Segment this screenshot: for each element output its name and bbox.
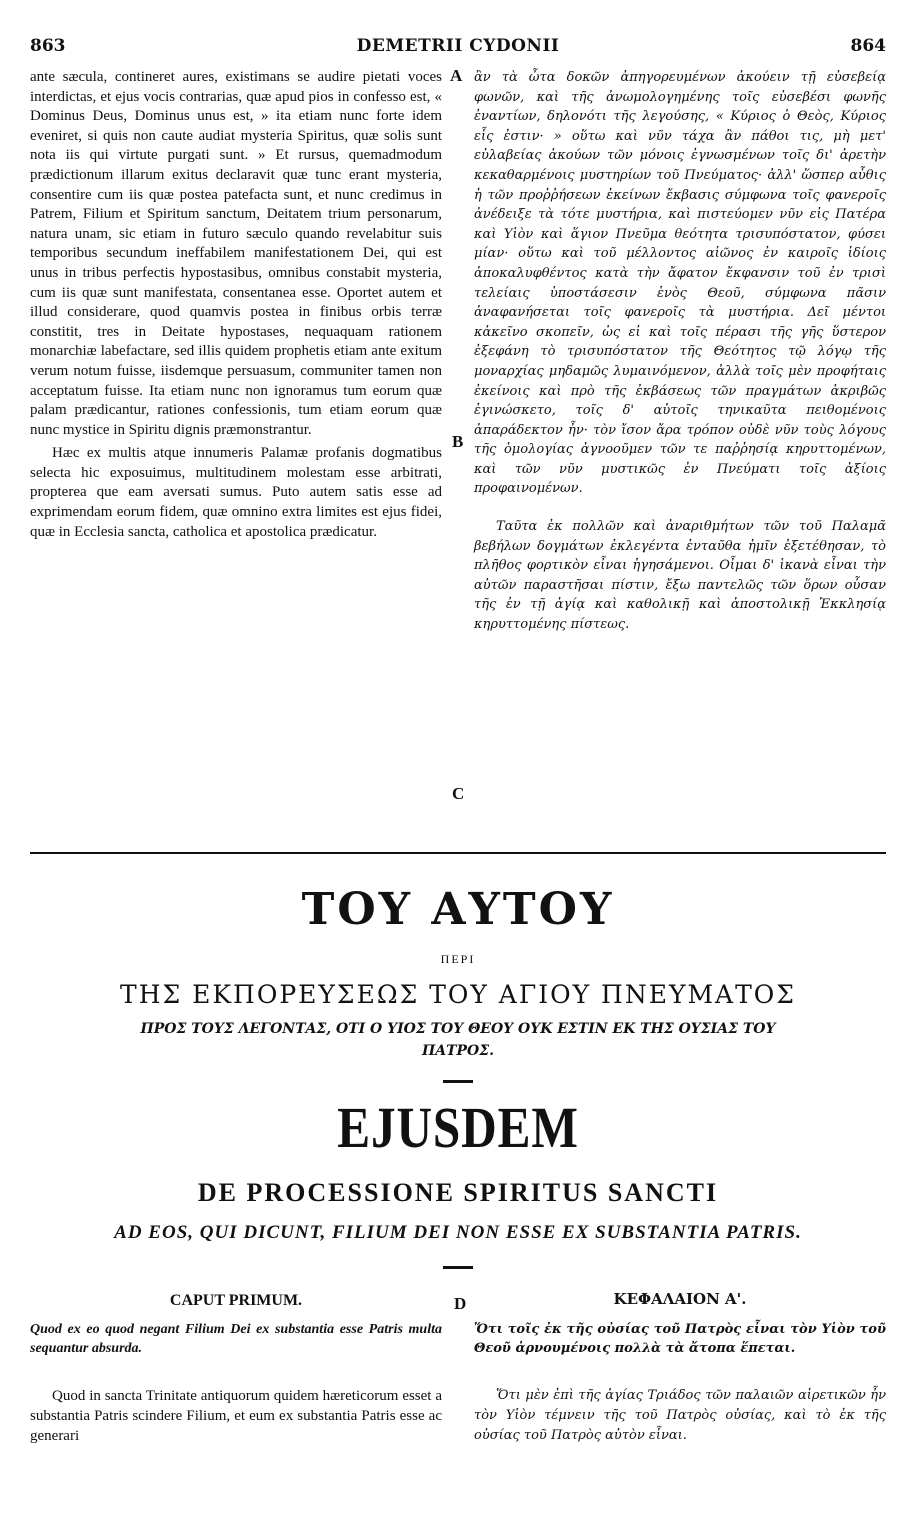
latin-column-bottom (30, 1386, 442, 1446)
page-number-right: 864 (850, 36, 886, 56)
caput-heading: CAPUT PRIMUM. (169, 1292, 303, 1309)
latin-main-title: EJUSDEM (337, 1095, 579, 1160)
latin-chapter-text: Quod in sancta Trinitate antiquorum quidem hæreticorum esset a substantia Patris scindere Filium, et eum ex substantia Patris esse ac generari (30, 1388, 442, 1444)
latin-ad-line: AD EOS, QUI DICUNT, FILIUM DEI NON ESSE EX SUBSTANTIA PATRIS. (114, 1222, 802, 1243)
greek-chapter-text: Ὅτι μὲν ἐπὶ τῆς ἁγίας Τριάδος τῶν παλαιῶν αἱρετικῶν ἦν τὸν Υἱὸν τέμνειν τῆς τοῦ Πατρὸς οὐσίας, καὶ τὸ ἐκ τῆς οὐσίας τοῦ Πατρὸς αὐτὸν εἶναι. (474, 1388, 886, 1443)
margin-marker-d: D (454, 1294, 467, 1313)
latin-subtitle: DE PROCESSIONE SPIRITUS SANCTI (197, 1178, 719, 1207)
page-number-left: 863 (30, 36, 66, 56)
margin-marker-a: A (450, 66, 463, 85)
greek-main-title: ΤΟΥ ΑΥΤΟΥ (301, 884, 615, 935)
greek-paragraph: ἂν τὰ ὦτα δοκῶν ἀπηγορευμένων ἀκούειν τῇ εὐσεβείᾳ φωνῶν, καὶ τῆς ἀνωμολογημένης τοῖς εὐσεβέσι φωνῆς ἐναντίων, δηλονότι τῆς λεγούσης, « Κύριος ὁ Θεὸς, Κύριος εἷς ἐστιν· » οὕτω καὶ νῦν τάχα ἂν πάθοι τις, μὴ μετ' εὐλαβείας ἀκούων τῶν μόνοις ἐγνωσμένων τοῖς δι' ἀρετὴν κεκαθαρμένοις μυστηρίων τοῦ Πνεύματος· ἀλλ' ὥσπερ αὖθις ἡ τῶν προῤῥήσεων ἐκείνων ἔκβασις σύμφωνα τοῖς φανεροῖς ἀνέδειξε τὰ τότε μυστήρια, καὶ πιστεύομεν νῦν εἰς Πατέρα καὶ Υἱὸν καὶ ἅγιον Πνεῦμα θεότητα τρισυπόστατον, φύσει μίαν· οὕτω καὶ τοῦ μέλλοντος αἰῶνος ἐν καιροῖς ἰδίοις ἀποκαλυφθέντος κατὰ τὴν ἄφατον ἔκφανσιν τοῦ ἐν τρισὶ τελείαις ὑποστάσεσιν ἑνὸς Θεοῦ, σύμφωνα πᾶσιν ἀναφανήσεται τοῖς φανεροῖς τὰ μυστήρια. Δεῖ μέντοι κἀκεῖνο σκοπεῖν, ὡς εἰ καὶ τοῖς πέρασι τῆς γῆς ὕστερον ἐξεφάνη τὸ τρισυπόστατον τῆς Θεότητος τῷ λόγῳ τῆς μοναρχίας μηδαμῶς λυμαινόμενον, ἀλλὰ τοῖς μὲν προφήταις ἐκείνοις καὶ πρὸ τῆς ἐκβάσεως τῶν πραγμάτων ἀκριβῶς ἐγινώσκετο, τοῖς δ' αὐτοῖς τηνικαῦτα πειθομένοις ἀπαράδεκτον ἦν· τὸν ἴσον ἄρα τρόπον οὐδὲ νῦν τοὺς λόγους τῆς ὁμολογίας ἀγνοοῦμεν τῶν τε παῤῥησίᾳ κηρυττομένων, καὶ τῶν νῦν μυστικῶς ἐν Πνεύματι τοῖς ἀξίοις προφαινομένων. (474, 70, 886, 497)
latin-column-top (30, 68, 442, 542)
title-short-rule (443, 1080, 473, 1083)
greek-title-line: ΠΑΤΡΟΣ. (421, 1043, 494, 1059)
margin-marker-b: B (452, 432, 464, 451)
greek-column-top (474, 68, 886, 635)
greek-title-line: ΠΡΟΣ ΤΟΥΣ ΛΕΓΟΝΤΑΣ, ΟΤΙ Ο ΥΙΟΣ ΤΟΥ ΘΕΟΥ ΟΥΚ ΕΣΤΙΝ ΕΚ ΤΗΣ ΟΥΣΙΑΣ ΤΟΥ (140, 1021, 776, 1037)
latin-paragraph: ante sæcula, contineret aures, existimans se audire pietati voces interdictas, et ejus vocis contrarias, quæ apud pios in confesso est, « Dominus Deus, Dominus unus est, » ita etiam nunc forte idem eveniret, si quis non caute audiat mysteria Spiritus, quæ solis sunt nota iis qui virtute purgati sunt. » Et rursus, quemadmodum prædictionum illarum exitus declaravit quæ tunc erant mysteria, consentire cum iis quæ postea patefacta sunt, et nunc credimus in Patrem, Filium et Spiritum sanctum, Deitatem trium personarum, natura unam, sic etiam in futuro sæculo quando revelabitur suis temporibus secundum ineffabilem manifestationem Dei, qui est unus in tribus perfectis hypostasibus, omnibus constabit mysteria, cum iis quæ sunt manifestata, consentanea esse. Oportet autem et illud considerare, quod quamvis postea in finibus orbis terræ constitit, tres in Deitate hypostases, nequaquam rationem monarchiæ labefactare, sed illis quidem prophetis etiam ante exitum verum notum fuisse, iisdemque persuasum, communiter tamen non acceptatum fuisse. Ita etiam nunc non ignoramus tum eorum quæ palam prædicantur, rationes confessionis, tum etiam eorum quæ nunc mystice in Spiritu dignis præmonstrantur. (30, 69, 442, 438)
greek-subtitle: ΤΗΣ ΕΚΠΟΡΕΥΣΕΩΣ ΤΟΥ ΑΓΙΟΥ ΠΝΕΥΜΑΤΟΣ (120, 980, 796, 1009)
greek-column-bottom (474, 1386, 886, 1446)
section-divider (30, 852, 886, 854)
kephalaion-heading: ΚΕΦΑΛΑΙΟΝ Α'. (613, 1290, 747, 1308)
latin-paragraph: Hæc ex multis atque innumeris Palamæ profanis dogmatibus selecta hic exposuimus, multitudinem molestam esse arbitrati, propterea que eam aversati sumus. Puto autem satis esse ad exprimendam eorum fidem, quæ omnino extra limites est ejus fidei, quæ in Ecclesia sancta, catholica et apostolica prædicatur. (30, 445, 442, 540)
latin-chapter-summary: Quod ex eo quod negant Filium Dei ex substantia esse Patris multa sequantur absurda. (30, 1322, 442, 1356)
greek-paragraph: Ταῦτα ἐκ πολλῶν καὶ ἀναριθμήτων τῶν τοῦ Παλαμᾶ βεβήλων δογμάτων ἐκλεγέντα ἐνταῦθα ἡμῖν ἐξετέθησαν, τὸ πλῆθος φορτικὸν εἶναι ἡγησάμενοι. Οἶμαι δ' ἱκανὰ εἶναι τὴν αὐτῶν παραστῆσαι πίστιν, ἔξω παντελῶς τῶν ὅρων οὖσαν τῆς ἐν τῇ ἁγίᾳ καὶ καθολικῇ καὶ ἀποστολικῇ Ἐκκλησίᾳ κηρυττομένης πίστεως. (474, 519, 886, 633)
title-short-rule (443, 1266, 473, 1269)
greek-chapter-summary: Ὅτι τοῖς ἐκ τῆς οὐσίας τοῦ Πατρὸς εἶναι τὸν Υἱὸν τοῦ Θεοῦ ἀρνουμένοις πολλὰ τὰ ἄτοπα ἕπεται. (474, 1322, 886, 1356)
running-head (30, 36, 886, 64)
margin-marker-c: C (452, 784, 465, 803)
greek-peri: ΠΕΡΙ (440, 952, 476, 966)
running-title: DEMETRII CYDONII (356, 36, 560, 56)
